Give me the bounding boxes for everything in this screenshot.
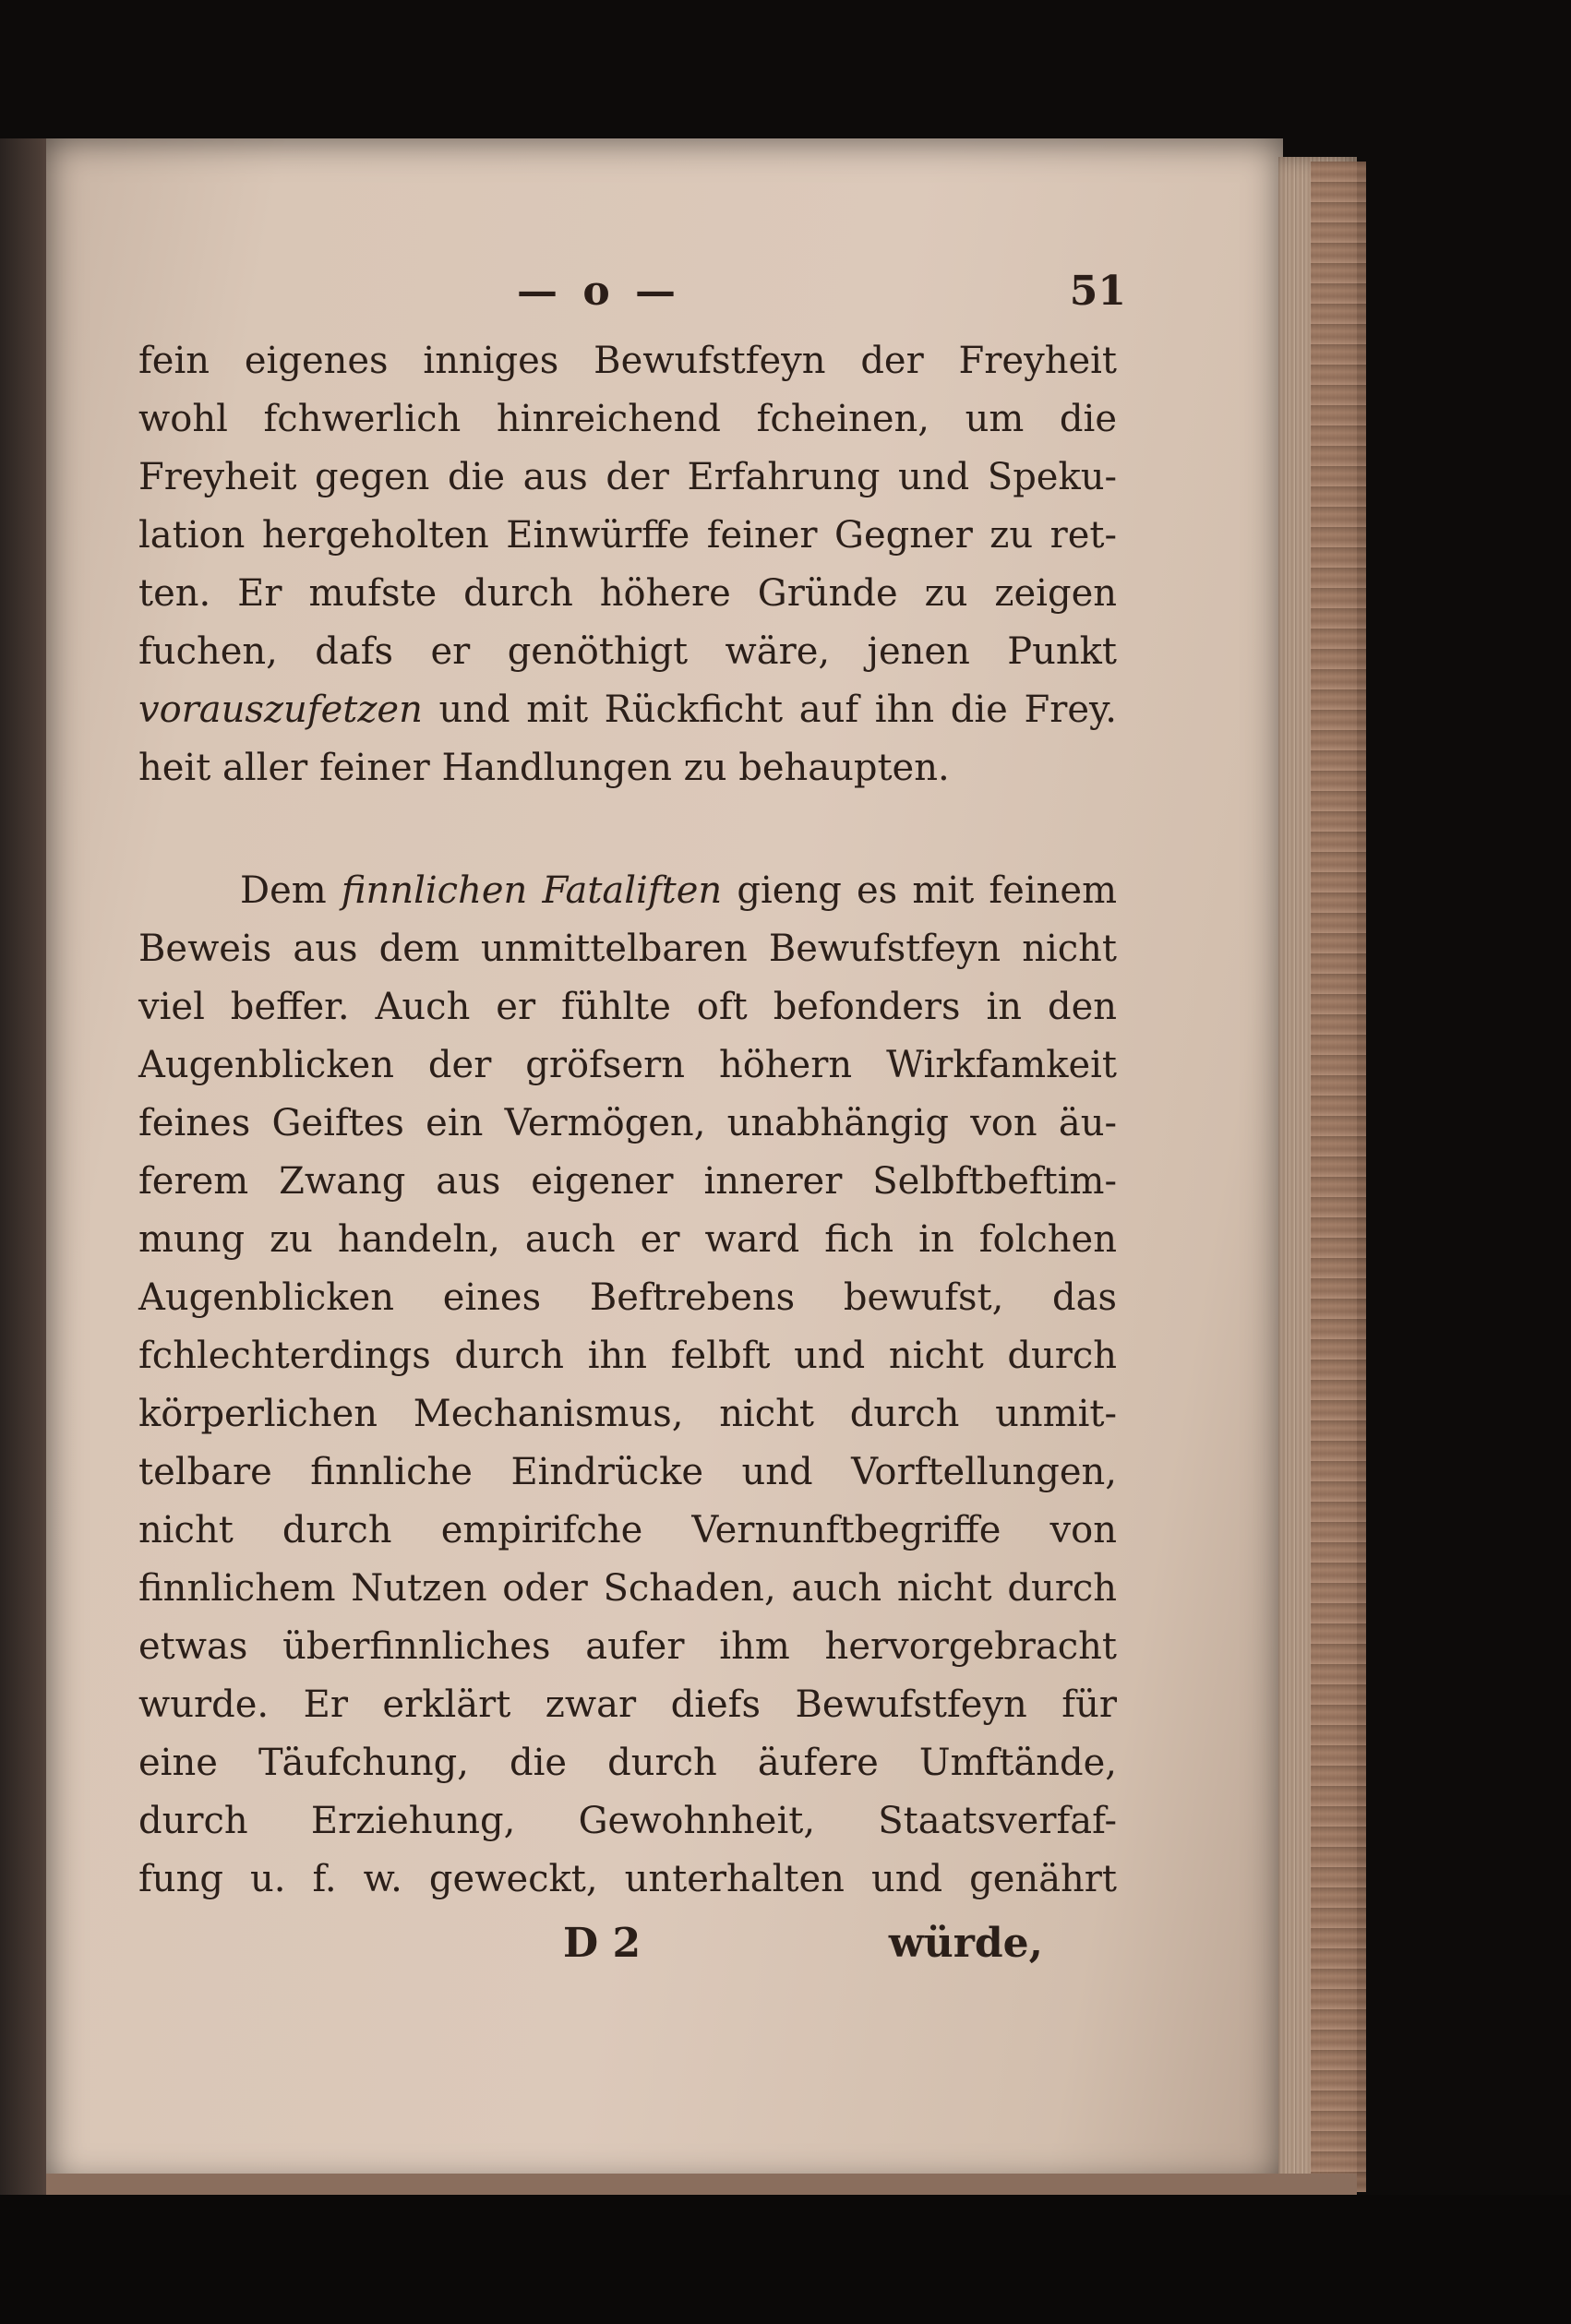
text-line: körperlichen Mechanismus, nicht durch unmit- (138, 1393, 1117, 1435)
signature-mark: D 2 (563, 1920, 642, 1967)
text-line: fein eigenes inniges Bewufstfeyn der Freyheit (138, 340, 1117, 382)
text-line: Beweis aus dem unmittelbaren Bewufstfeyn nicht (138, 928, 1117, 970)
text-line: feines Geiftes ein Vermögen, unabhängig von äu- (138, 1102, 1117, 1144)
text-line: Augenblicken der gröfsern höhern Wirkfamkeit (138, 1044, 1117, 1086)
catchword: würde, (888, 1920, 1043, 1967)
text-line: telbare finnliche Eindrücke und Vorftellungen, (138, 1451, 1117, 1493)
text-span: Dem (240, 869, 342, 912)
text-line: ferem Zwang aus eigener innerer Selbftbeftim- (138, 1160, 1117, 1203)
text-line: fuchen, dafs er genöthigt wäre, jenen Punkt (138, 630, 1117, 673)
paragraph-end-line: heit aller feiner Handlungen zu behaupten. (138, 747, 950, 789)
text-line (138, 681, 1117, 739)
text-span: gieng es mit feinem (722, 869, 1118, 912)
text-line: lation hergeholten Einwürffe feiner Gegner zu ret- (138, 514, 1117, 557)
paragraph-gap (138, 797, 1117, 862)
text-line: mung zu handeln, auch er ward fich in folchen (138, 1218, 1117, 1261)
text-line: nicht durch empirifche Vernunftbegriffe von (138, 1509, 1117, 1551)
body-text (138, 332, 1117, 1909)
header-ornament: — o — (517, 268, 681, 315)
running-header (517, 268, 1126, 314)
text-line: wurde. Er erklärt zwar diefs Bewufstfeyn für (138, 1683, 1117, 1726)
text-line: Augenblicken eines Beftrebens bewufst, das (138, 1276, 1117, 1319)
text-line: etwas überfinnliches aufer ihm hervorgebracht (138, 1625, 1117, 1668)
page-footer (563, 1920, 1043, 1975)
page-number: 51 (1069, 268, 1126, 315)
text-line: finnlichem Nutzen oder Schaden, auch nicht durch (138, 1567, 1117, 1610)
text-line: ten. Er mufste durch höhere Gründe zu zeigen (138, 572, 1117, 615)
italic-term: vorauszufetzen (138, 689, 423, 731)
text-line: durch Erziehung, Gewohnheit, Staatsverfaf- (138, 1800, 1117, 1842)
text-line: fchlechterdings durch ihn felbft und nicht durch (138, 1335, 1117, 1377)
text-line: wohl fchwerlich hinreichend fcheinen, um die (138, 398, 1117, 440)
text-line: fung u. f. w. geweckt, unterhalten und genährt (138, 1858, 1117, 1900)
text-line: viel beffer. Auch er fühlte oft befonders in den (138, 986, 1117, 1028)
text-line (138, 862, 1117, 920)
background-shadow (0, 2195, 1571, 2324)
text-line: Freyheit gegen die aus der Erfahrung und Speku- (138, 456, 1117, 498)
book-cover-edge (1311, 162, 1366, 2192)
text-line: eine Täufchung, die durch äufere Umftände, (138, 1742, 1117, 1784)
text-span: und mit Rückficht auf ihn die Frey. (422, 689, 1117, 731)
italic-term: finnlichen Fataliften (341, 869, 723, 912)
